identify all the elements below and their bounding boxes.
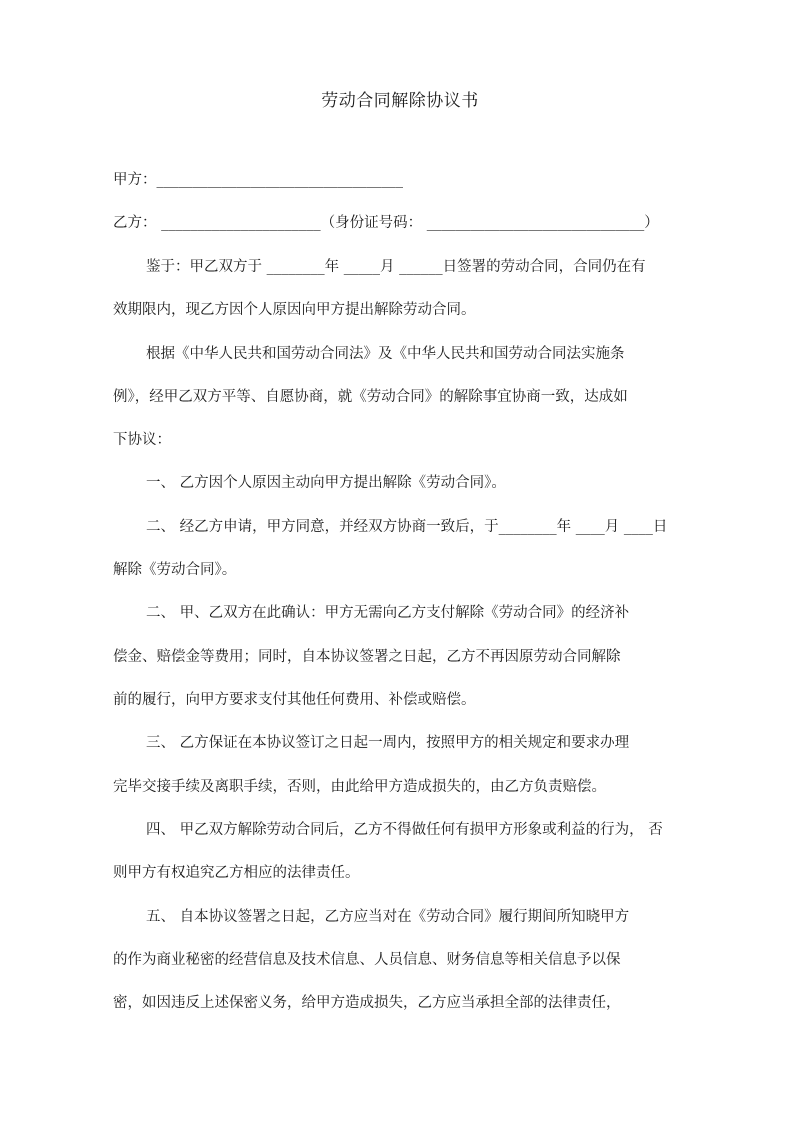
clause-line: 前的履行，向甲方要求支付其他任何费用、补偿或赔偿。 — [113, 692, 476, 708]
party-b-line: 乙方： ______________________（身份证号码： ______________________________） — [113, 215, 659, 231]
clause-line: 则甲方有权追究乙方相应的法律责任。 — [113, 865, 360, 881]
clause-line: 一、 乙方因个人原因主动向甲方提出解除《劳动合同》。 — [146, 475, 506, 491]
clause-line: 密，如因违反上述保密义务，给甲方造成损失，乙方应当承担全部的法律责任， — [113, 995, 621, 1011]
clause-line: 三、 乙方保证在本协议签订之日起一周内，按照甲方的相关规定和要求办理 — [146, 735, 630, 751]
clause-line: 二、 经乙方申请，甲方同意，并经双方协商一致后，于________年 ____月 ____日 — [146, 519, 668, 535]
paragraph-line: 效期限内，现乙方因个人原因向甲方提出解除劳动合同。 — [113, 302, 476, 318]
clause-line: 五、 自本协议签署之日起，乙方应当对在《劳动合同》履行期间所知晓甲方 — [146, 909, 630, 925]
clause-line: 解除《劳动合同》。 — [113, 562, 237, 578]
party-a-line: 甲方：__________________________________ — [113, 172, 403, 188]
clause-line: 偿金、赔偿金等费用；同时，自本协议签署之日起，乙方不再因原劳动合同解除 — [113, 649, 621, 665]
paragraph-line: 根据《中华人民共和国劳动合同法》及《中华人民共和国劳动合同法实施条 — [146, 346, 625, 362]
paragraph-line: 例》，经甲乙双方平等、自愿协商，就《劳动合同》的解除事宜协商一致，达成如 — [113, 389, 628, 405]
paragraph-line: 鉴于：甲乙双方于 ________年 _____月 ______日签署的劳动合同，合同仍在有 — [146, 259, 646, 275]
clause-line: 四、 甲乙双方解除劳动合同后，乙方不得做任何有损甲方形象或利益的行为， 否 — [146, 822, 663, 838]
clause-line: 的作为商业秘密的经营信息及技术信息、人员信息、财务信息等相关信息予以保 — [113, 952, 621, 968]
paragraph-line: 下协议： — [113, 432, 171, 448]
document-title: 劳动合同解除协议书 — [321, 91, 479, 111]
clause-line: 二、 甲、乙双方在此确认：甲方无需向乙方支付解除《劳动合同》的经济补 — [146, 605, 630, 621]
clause-line: 完毕交接手续及离职手续，否则，由此给甲方造成损失的，由乙方负责赔偿。 — [113, 779, 606, 795]
